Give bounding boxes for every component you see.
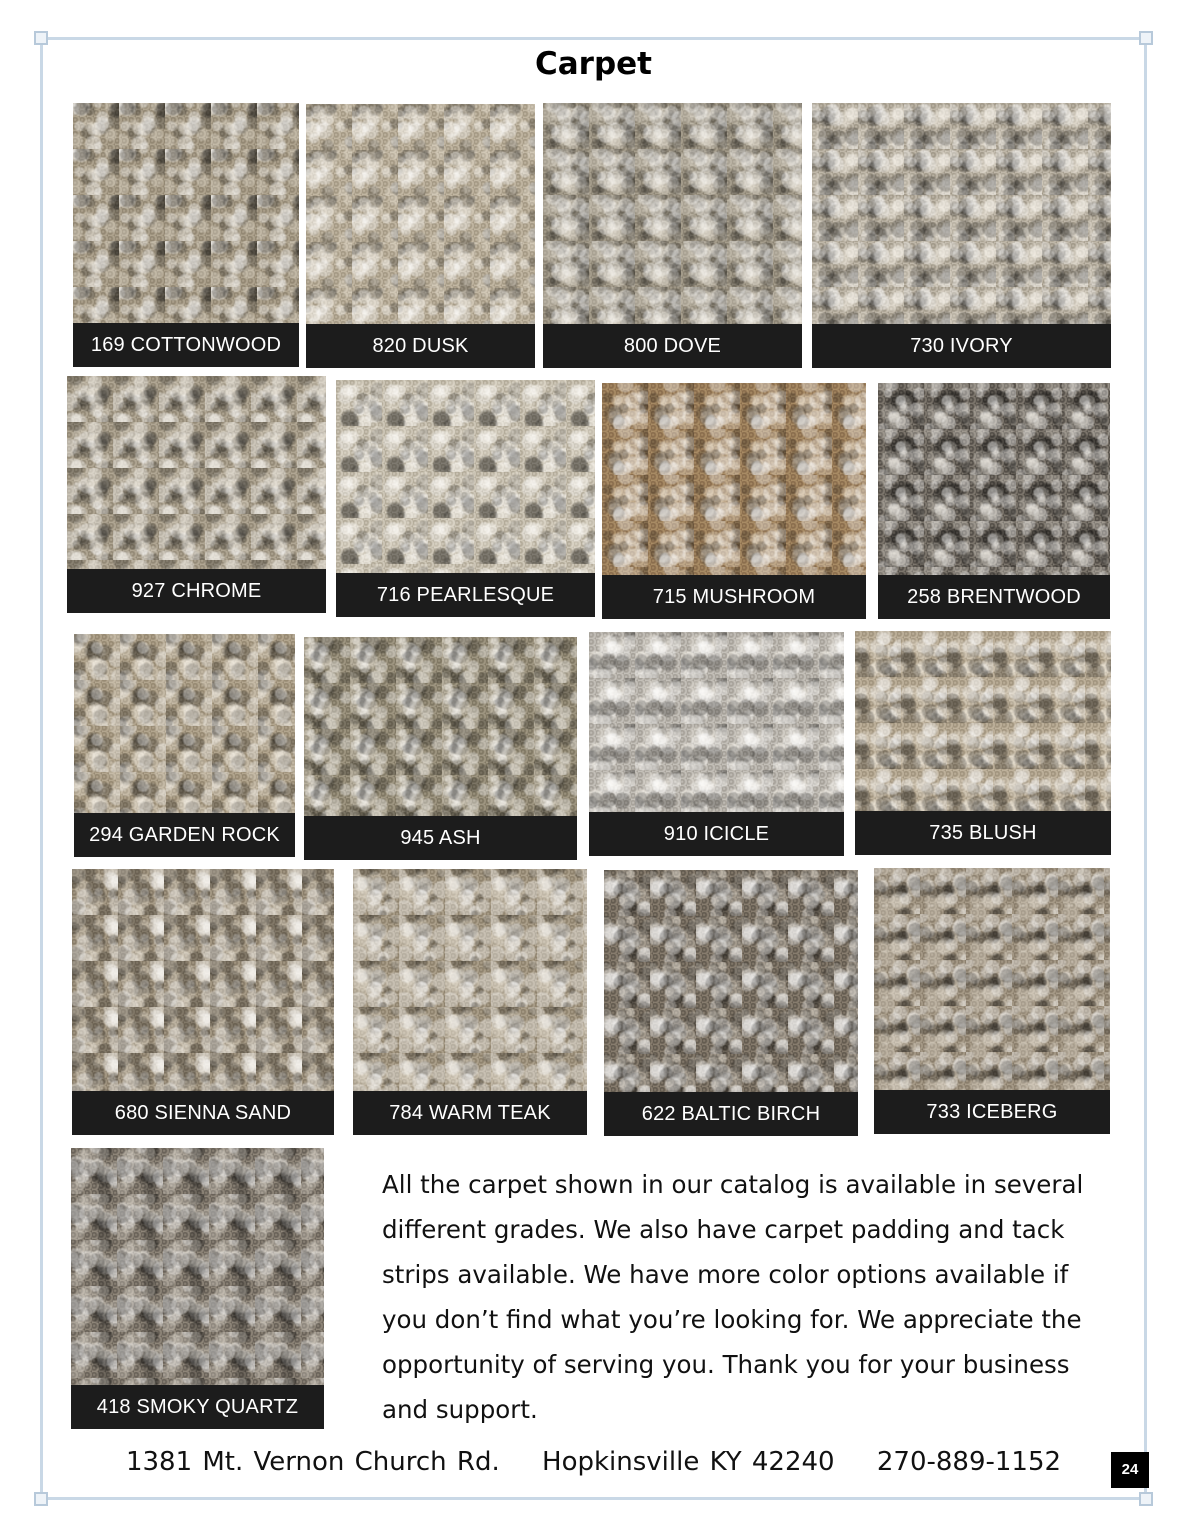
carpet-texture	[878, 383, 1110, 575]
swatch-label: 910 ICICLE	[663, 823, 770, 845]
swatch-label: 820 DUSK	[372, 335, 469, 357]
carpet-swatch	[602, 383, 866, 619]
swatch-label: 294 GARDEN ROCK	[89, 824, 280, 846]
carpet-swatch	[71, 1148, 324, 1429]
closing-paragraph: All the carpet shown in our catalog is available in several different grades. We also have carpet padding and tack strips available. We have more color options available if you don’t find what you’re looking for. We appreciate the opportunity of serving you. Thank you for your business and support.	[382, 1170, 1084, 1424]
carpet-swatch	[72, 869, 334, 1135]
swatch-label: 715 MUSHROOM	[652, 586, 816, 608]
carpet-swatch	[74, 634, 295, 857]
swatch-label: 800 DOVE	[623, 335, 722, 357]
swatch-label: 258 BRENTWOOD	[907, 586, 1081, 608]
page-title: Carpet	[535, 46, 652, 82]
swatch-label: 784 WARM TEAK	[389, 1102, 551, 1124]
swatch-label: 716 PEARLESQUE	[376, 584, 555, 606]
carpet-swatch	[543, 103, 802, 368]
corner-ornament	[34, 1492, 48, 1506]
carpet-swatch	[812, 103, 1111, 368]
carpet-texture	[604, 870, 858, 1092]
carpet-texture	[306, 104, 535, 324]
carpet-texture	[855, 631, 1111, 811]
swatch-label: 945 ASH	[400, 827, 481, 849]
swatch-label: 680 SIENNA SAND	[114, 1102, 292, 1124]
carpet-swatch	[73, 103, 299, 367]
carpet-texture	[72, 869, 334, 1091]
carpet-texture	[589, 632, 844, 812]
carpet-texture	[812, 103, 1111, 324]
carpet-swatch	[589, 632, 844, 856]
swatch-label: 733 ICEBERG	[926, 1101, 1058, 1123]
carpet-texture	[874, 868, 1110, 1090]
swatch-label: 622 BALTIC BIRCH	[641, 1103, 821, 1125]
carpet-texture	[353, 869, 587, 1091]
carpet-texture	[74, 634, 295, 813]
carpet-texture	[336, 380, 595, 573]
page-number: 24	[1111, 1452, 1149, 1488]
swatch-label: 418 SMOKY QUARTZ	[96, 1396, 299, 1418]
footer-address: 1381 Mt. Vernon Church Rd.	[125, 1447, 500, 1477]
swatch-label: 169 COTTONWOOD	[90, 334, 282, 356]
footer-city: Hopkinsville KY 42240	[542, 1447, 835, 1477]
carpet-swatch	[353, 869, 587, 1135]
swatch-label: 735 BLUSH	[929, 822, 1037, 844]
carpet-texture	[73, 103, 299, 323]
footer-contact	[0, 1447, 1187, 1477]
carpet-texture	[67, 376, 326, 569]
carpet-texture	[602, 383, 866, 575]
carpet-swatch	[604, 870, 858, 1136]
carpet-texture	[304, 637, 577, 816]
corner-ornament	[34, 31, 48, 45]
carpet-swatch	[855, 631, 1111, 855]
swatch-label: 730 IVORY	[910, 335, 1013, 357]
footer-phone: 270-889-1152	[876, 1447, 1062, 1477]
carpet-swatch	[874, 868, 1110, 1134]
corner-ornament	[1139, 1492, 1153, 1506]
swatch-label: 927 CHROME	[131, 580, 262, 602]
carpet-swatch	[336, 380, 595, 617]
carpet-swatch	[67, 376, 326, 613]
carpet-swatch	[878, 383, 1110, 619]
carpet-texture	[543, 103, 802, 324]
carpet-texture	[71, 1148, 324, 1385]
carpet-swatch	[304, 637, 577, 860]
corner-ornament	[1139, 31, 1153, 45]
carpet-swatch	[306, 104, 535, 368]
